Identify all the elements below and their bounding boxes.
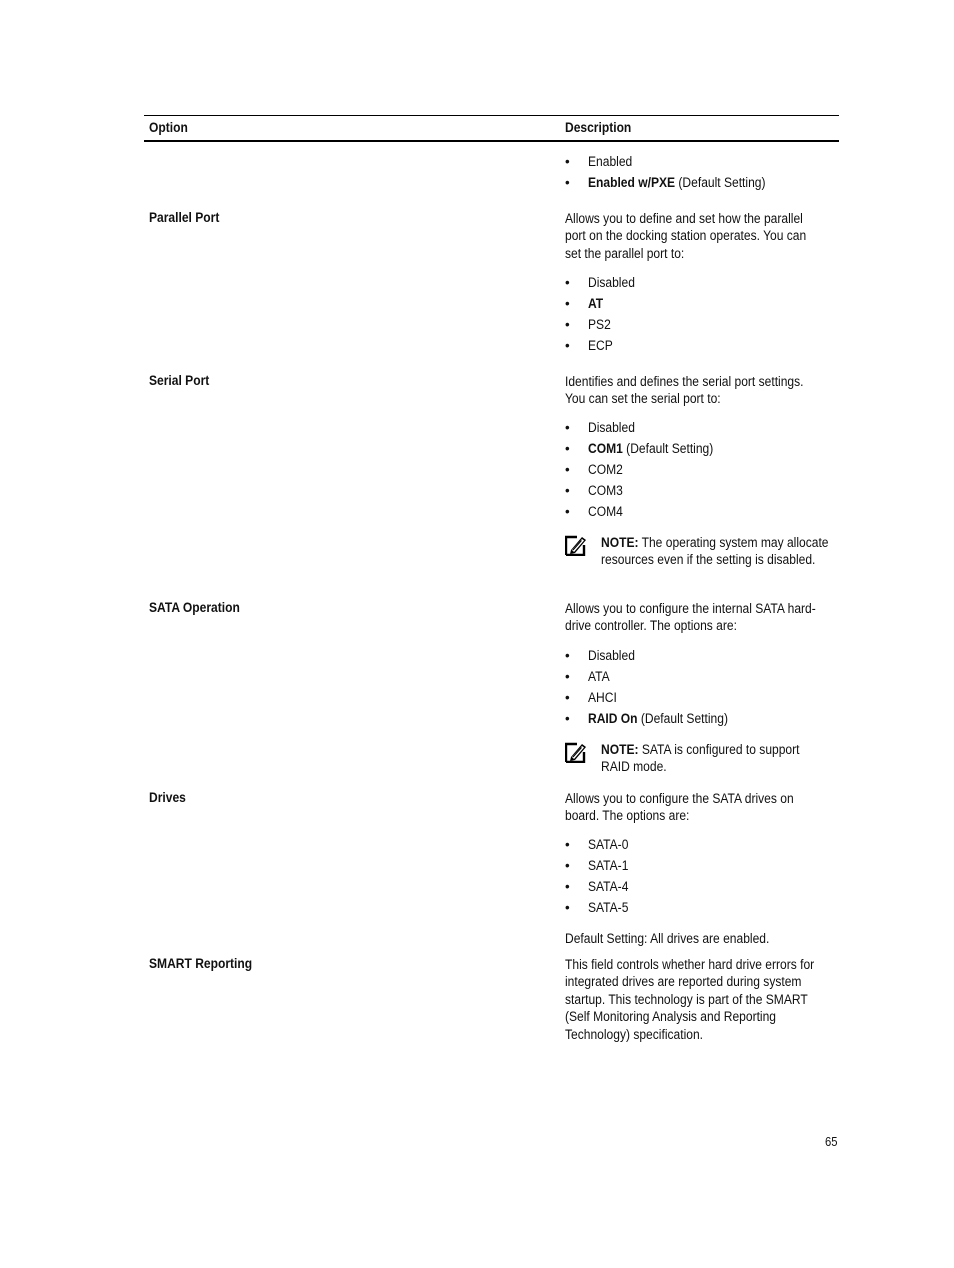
table-header-rule — [144, 140, 839, 142]
option-serial-port: Serial Port — [149, 373, 210, 388]
drives-description: Allows you to configure the SATA drives on board. The options are: — [565, 791, 794, 824]
table-top-rule — [144, 115, 839, 116]
header-option: Option — [149, 120, 188, 135]
parallel-port-description: Allows you to define and set how the parallel port on the docking station operates. You can set the parallel port to: — [565, 211, 807, 261]
option-parallel-port: Parallel Port — [149, 210, 220, 225]
serial-port-description: Identifies and defines the serial port settings. You can set the serial port to: — [565, 374, 804, 407]
smart-reporting-description: This field controls whether hard drive errors for integrated drives are reported during system startup. This technology is part of the SMART (Self Monitoring Analysis and Reporting Technology) specification. — [565, 957, 815, 1042]
document-page: Option Description • Enabled • Enabled w/PXE (Default Setting) Parallel Port Allows you to define and set how the parallel port on the docking station operates. You can set the parallel port to: • Disabled • AT • PS2 • ECP Serial Port Identifies and defines the serial port settings. You can set the serial port to: • Disabled • COM1 (Default Setting) • COM2 • COM3 • COM4 NOTE: The operating system may allocate resources even if the setting is disabled. SATA Operation Allows you to configure the internal SATA hard-drive controller. The options are: • Disabled • ATA • AHCI • RAID On (Default Setting) NOTE: SATA is configured to support RAID mode. Drives Allows you to configure the SATA drives on board. The options are: • SATA-0 • SATA-1 • SATA-4 • SATA-5 Default Setting: All drives are enabled. SMART Reporting This field controls whether hard drive errors for integrated drives are reported during system startup. This technology is part of the SMART (Self Monitoring Analysis and Reporting Technology) specification. 65 — [0, 0, 954, 1268]
header-description: Description — [565, 120, 632, 135]
option-drives: Drives — [149, 790, 186, 805]
option-smart-reporting: SMART Reporting — [149, 956, 253, 971]
drives-default-setting: Default Setting: All drives are enabled. — [565, 931, 770, 946]
option-sata-operation: SATA Operation — [149, 600, 240, 615]
pencil-note-icon — [565, 534, 587, 556]
page-number: 65 — [825, 1135, 838, 1149]
sata-operation-description: Allows you to configure the internal SATA hard-drive controller. The options are: — [565, 601, 816, 634]
pencil-note-icon — [565, 741, 587, 763]
